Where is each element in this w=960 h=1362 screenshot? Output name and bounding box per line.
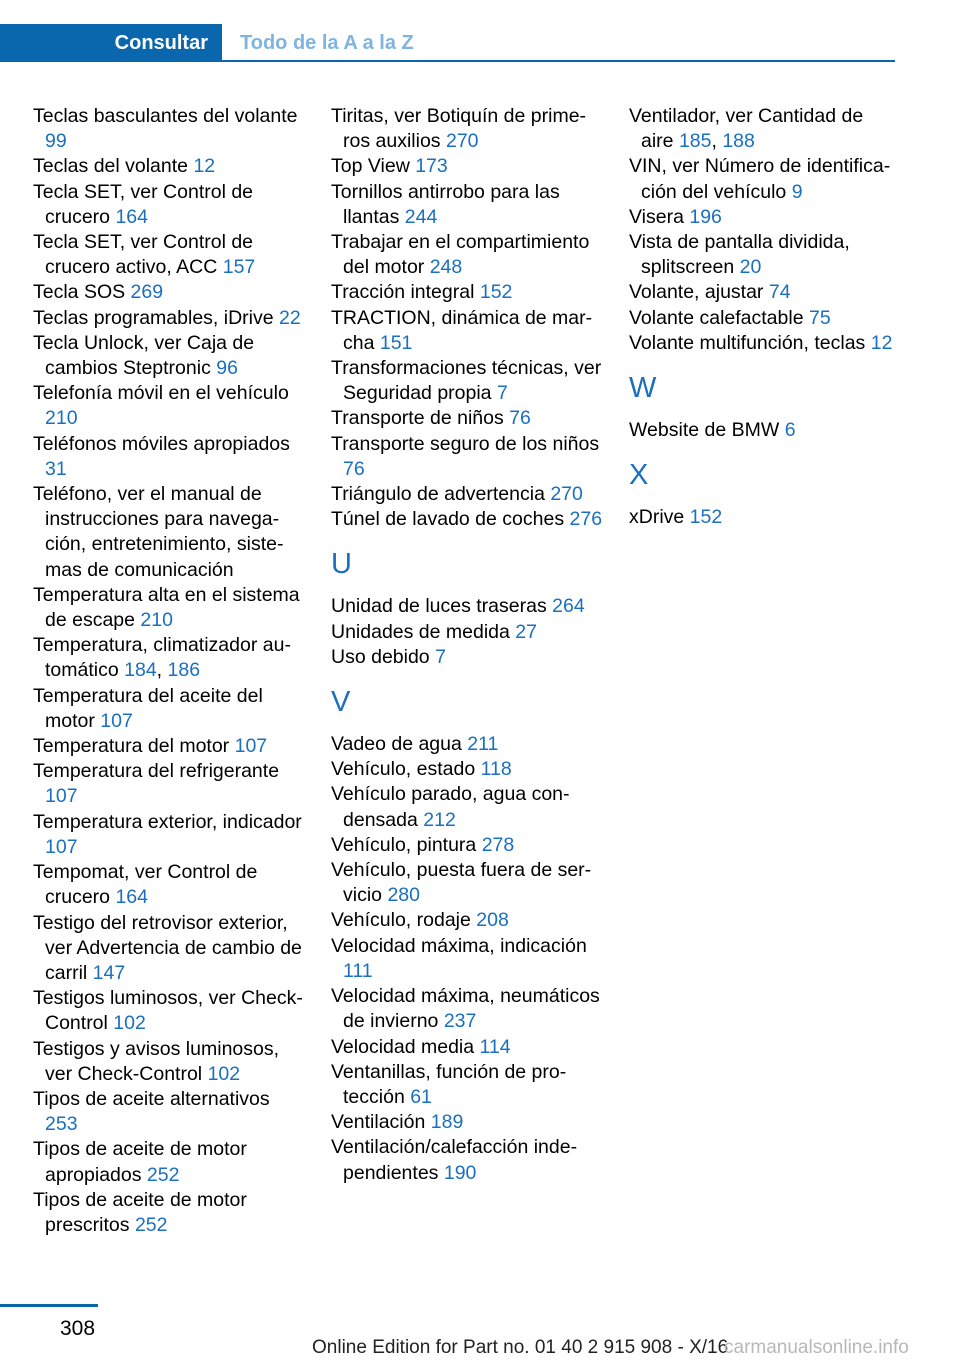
index-entry-text: Testigos y avisos luminosos, ver Check-Control	[33, 1037, 280, 1085]
page-ref-link[interactable]: 27	[515, 620, 537, 643]
page-ref-link[interactable]: 196	[689, 205, 722, 228]
index-entry-text: Transporte seguro de los niños	[331, 432, 600, 455]
page-ref-link[interactable]: 20	[739, 256, 762, 279]
page-ref-link[interactable]: 22	[279, 306, 301, 329]
tab-consultar[interactable]: Consultar	[0, 24, 222, 62]
index-entry-text: Transporte de niños	[331, 407, 510, 430]
index-entry-text: Volante, ajustar	[629, 281, 769, 304]
page-ref-link[interactable]: 212	[423, 808, 456, 831]
index-entry-text: Tipos de aceite de motor apropiados	[33, 1138, 247, 1186]
index-entry	[629, 230, 901, 280]
index-entry	[331, 356, 603, 406]
page-ref-link[interactable]: 252	[146, 1163, 180, 1186]
page-ref-link[interactable]: 74	[768, 281, 791, 304]
index-entry-text: Ventilación	[331, 1111, 431, 1134]
index-entry-text: Tecla SET, ver Control de crucero	[33, 180, 254, 228]
page-ref-link[interactable]: 61	[410, 1085, 432, 1108]
index-entry-text: Vadeo de agua	[331, 733, 468, 756]
index-entry-text: Tecla SOS	[33, 281, 131, 304]
page-ref-link[interactable]: 107	[45, 785, 78, 808]
page-ref-link[interactable]: 12	[870, 331, 893, 354]
page-ref-link[interactable]: 151	[379, 331, 413, 354]
index-entry-text: Tiritas, ver Botiquín de primeros auxilios	[331, 105, 587, 153]
index-entry-text: Unidad de luces traseras	[331, 595, 553, 618]
index-entry-text: Visera	[629, 205, 690, 228]
page-number: 308	[60, 1317, 96, 1340]
page-ref-separator: ,	[156, 659, 168, 682]
index-entry-text: Temperatura, climatizador automático	[33, 634, 291, 682]
index-entry	[331, 620, 603, 645]
index-entry-text: Vehículo, puesta fuera de servicio	[331, 859, 592, 907]
index-entry-text: Trabajar en el compartimiento del motor	[331, 231, 590, 279]
page-ref-link[interactable]: 107	[234, 735, 268, 758]
index-entry	[33, 104, 305, 154]
index-entry-text: Top View	[331, 155, 416, 178]
index-entry	[33, 306, 305, 331]
page-ref-link[interactable]: 185	[678, 130, 712, 153]
index-entry	[331, 833, 603, 858]
page-ref-link[interactable]: 186	[167, 659, 201, 682]
page-ref-link[interactable]: 252	[134, 1213, 168, 1236]
index-entry-text: Telefonía móvil en el vehículo	[33, 382, 289, 405]
index-entry	[33, 860, 305, 910]
index-entry-text: Ventilador, ver Cantidad de aire	[629, 105, 864, 153]
page-ref-link[interactable]: 99	[45, 130, 67, 153]
index-entry-text: Volante multifunción, teclas	[629, 331, 871, 354]
index-entry-text: Vehículo parado, agua condensada	[331, 783, 570, 831]
header-divider	[222, 60, 895, 62]
index-entry	[33, 986, 305, 1036]
page-ref-link[interactable]: 111	[343, 959, 373, 982]
index-entry-text: Transformaciones técnicas, ver Seguridad propia	[331, 357, 602, 405]
index-entry-text: Tecla SET, ver Control de crucero activo, ACC	[33, 231, 254, 279]
index-entry-text: Triángulo de advertencia	[331, 483, 551, 506]
page-ref-link[interactable]: 244	[404, 205, 438, 228]
index-entry	[33, 810, 305, 860]
index-entry-text: Tempomat, ver Control de crucero	[33, 861, 258, 909]
index-entry	[331, 306, 603, 356]
index-entry-text: Vehículo, estado	[331, 758, 481, 781]
page-ref-link[interactable]: 184	[124, 659, 157, 682]
index-entry	[629, 306, 901, 331]
page-ref-link[interactable]: 248	[429, 256, 463, 279]
page-ref-link[interactable]: 189	[430, 1111, 464, 1134]
page-ref-link[interactable]: 208	[476, 909, 509, 932]
index-entry-text: Velocidad máxima, indicación	[331, 934, 587, 957]
index-entry	[331, 984, 603, 1034]
index-entry-text: Vista de pantalla dividida, splitscreen	[629, 231, 850, 279]
index-entry	[33, 684, 305, 734]
index-column-3	[629, 104, 901, 530]
index-entry-text: Testigo del retrovisor exterior, ver Advertencia de cambio de carril	[33, 911, 302, 984]
index-entry-text: VIN, ver Número de identificación del vehículo	[629, 155, 891, 203]
index-entry	[33, 1087, 305, 1137]
page-ref-link[interactable]: 173	[415, 155, 448, 178]
index-entry	[629, 418, 901, 443]
index-entry	[331, 934, 603, 984]
index-entry-text: Temperatura del aceite del motor	[33, 684, 263, 732]
index-entry	[33, 1037, 305, 1087]
edition-text: Online Edition for Part no. 01 40 2 915 908 - X/16	[312, 1337, 729, 1358]
index-entry	[33, 734, 305, 759]
index-entry	[33, 280, 305, 305]
index-letter-x: X	[629, 459, 649, 492]
index-entry	[629, 280, 901, 305]
page-ref-link[interactable]: 102	[113, 1012, 146, 1035]
page-ref-link[interactable]: 96	[216, 357, 238, 380]
index-entry-text: Teléfonos móviles apropiados	[33, 432, 290, 455]
index-entry	[33, 1188, 305, 1238]
index-entry	[33, 180, 305, 230]
page-ref-link[interactable]: 152	[479, 281, 513, 304]
index-entry-text: Ventanillas, función de protección	[331, 1060, 567, 1108]
index-entry-text: Tornillos antirrobo para las llantas	[331, 180, 560, 228]
page-ref-link[interactable]: 147	[92, 961, 126, 984]
index-entry	[629, 505, 901, 530]
page-ref-link[interactable]: 7	[435, 645, 446, 668]
page-ref-link[interactable]: 75	[808, 306, 831, 329]
index-entry	[331, 1110, 603, 1135]
page-ref-link[interactable]: 280	[387, 884, 420, 907]
page-ref-link[interactable]: 164	[115, 886, 148, 909]
index-entry-text: Teléfono, ver el manual de instrucciones para navegación, entretenimiento, sistemas de comunicación	[33, 483, 284, 581]
tab-todo-a-z[interactable]: Todo de la A a la Z	[240, 32, 414, 54]
index-entry	[331, 645, 603, 670]
index-entry-text: Velocidad media	[331, 1035, 480, 1058]
page-ref-link[interactable]: 188	[722, 130, 755, 153]
index-column-1	[33, 104, 305, 1238]
page-ref-link[interactable]: 7	[496, 382, 508, 405]
watermark: carmanualsonline.info	[724, 1337, 909, 1358]
page-ref-link[interactable]: 270	[445, 130, 479, 153]
page-ref-link[interactable]: 253	[45, 1113, 78, 1136]
index-entry	[331, 594, 603, 619]
page-ref-link[interactable]: 210	[45, 407, 78, 430]
index-letter-w: W	[629, 372, 657, 405]
index-entry	[331, 104, 603, 154]
index-entry-text: xDrive	[629, 506, 690, 529]
page-ref-link[interactable]: 164	[115, 205, 148, 228]
index-entry-text: Temperatura exterior, indicador	[33, 810, 302, 833]
page-ref-link[interactable]: 107	[45, 835, 78, 858]
index-entry	[629, 205, 901, 230]
index-entry	[331, 406, 603, 431]
index-entry	[33, 482, 305, 583]
footer-rule	[0, 1304, 98, 1307]
page-ref-link[interactable]: 12	[193, 155, 216, 178]
index-entry-text: Tecla Unlock, ver Caja de cambios Steptronic	[33, 331, 255, 380]
index-entry-text: Temperatura del motor	[33, 735, 235, 758]
index-entry-text: Teclas del volante	[33, 155, 194, 178]
index-entry	[331, 732, 603, 757]
index-entry-text: Túnel de lavado de coches	[331, 508, 570, 531]
index-entry-text: Uso debido	[331, 645, 436, 668]
page-ref-link[interactable]: 76	[509, 407, 531, 430]
index-entry	[33, 1137, 305, 1187]
page-ref-link[interactable]: 9	[791, 180, 803, 203]
index-column-2	[331, 104, 603, 1186]
index-entry-text: Ventilación/calefacción independientes	[331, 1136, 578, 1184]
index-letter-u: U	[331, 548, 352, 581]
page-ref-link[interactable]: 31	[45, 457, 67, 480]
index-entry	[33, 381, 305, 431]
index-letter-v: V	[331, 686, 351, 719]
page-ref-link[interactable]: 107	[100, 709, 133, 732]
page-ref-link[interactable]: 118	[480, 758, 512, 781]
index-entry-text: Volante calefactable	[629, 306, 809, 329]
index-entry	[33, 432, 305, 482]
index-entry	[331, 432, 603, 482]
page-ref-link[interactable]: 114	[479, 1035, 511, 1058]
index-entry	[331, 1060, 603, 1110]
page-ref-link[interactable]: 6	[784, 419, 796, 442]
index-entry-text: Testigos luminosos, ver Check-Control	[33, 987, 303, 1035]
page-ref-link[interactable]: 76	[343, 457, 365, 480]
page-ref-link[interactable]: 269	[130, 281, 164, 304]
page-ref-link[interactable]: 237	[443, 1010, 477, 1033]
index-entry	[629, 331, 901, 356]
index-entry-text: Temperatura alta en el sistema de escape	[33, 583, 300, 632]
index-entry	[331, 908, 603, 933]
page-ref-link[interactable]: 210	[140, 609, 173, 632]
index-entry-text: Unidades de medida	[331, 620, 516, 643]
index-entry	[331, 1035, 603, 1060]
index-entry	[331, 482, 603, 507]
index-entry	[331, 858, 603, 908]
index-entry	[331, 757, 603, 782]
index-entry	[629, 104, 901, 154]
index-entry	[33, 154, 305, 179]
index-entry	[331, 782, 603, 832]
header-bar	[0, 0, 960, 62]
index-entry	[629, 154, 901, 204]
index-entry-text: Teclas programables, iDrive	[33, 306, 280, 329]
page-ref-link[interactable]: 278	[481, 833, 515, 856]
index-entry	[33, 230, 305, 280]
index-entry	[331, 1135, 603, 1185]
page-ref-link[interactable]: 264	[552, 595, 585, 618]
index-entry	[331, 180, 603, 230]
page-ref-link[interactable]: 157	[222, 256, 256, 279]
page-ref-link[interactable]: 102	[207, 1062, 241, 1085]
index-entry	[331, 280, 603, 305]
index-entry-text: Tracción integral	[331, 281, 480, 304]
index-entry-text: Temperatura del refrigerante	[33, 760, 280, 783]
page-ref-link[interactable]: 190	[443, 1161, 477, 1184]
index-entry	[33, 911, 305, 987]
page-ref-link[interactable]: 270	[550, 483, 583, 506]
index-entry-text: Tipos de aceite de motor prescritos	[33, 1188, 247, 1236]
index-entry	[33, 583, 305, 633]
index-entry	[33, 331, 305, 381]
index-entry-text: Teclas basculantes del volante	[33, 105, 298, 127]
index-entry	[331, 230, 603, 280]
page-ref-separator: ,	[711, 130, 723, 153]
index-entry	[331, 507, 603, 532]
index-columns	[33, 104, 903, 1284]
index-entry-text: Velocidad máxima, neumáticos de invierno	[331, 985, 600, 1033]
index-entry-text: Vehículo, rodaje	[331, 909, 477, 932]
index-entry-text: Tipos de aceite alternativos	[33, 1087, 270, 1110]
index-entry-text: Website de BMW	[629, 419, 785, 442]
index-entry	[331, 154, 603, 179]
index-entry	[33, 633, 305, 683]
page-ref-link[interactable]: 211	[467, 733, 499, 756]
page-ref-link[interactable]: 276	[569, 508, 603, 531]
index-entry-text: Vehículo, pintura	[331, 833, 482, 856]
index-entry	[33, 759, 305, 809]
page-ref-link[interactable]: 152	[689, 506, 723, 529]
index-entry-text: TRACTION, dinámica de marcha	[331, 306, 593, 354]
